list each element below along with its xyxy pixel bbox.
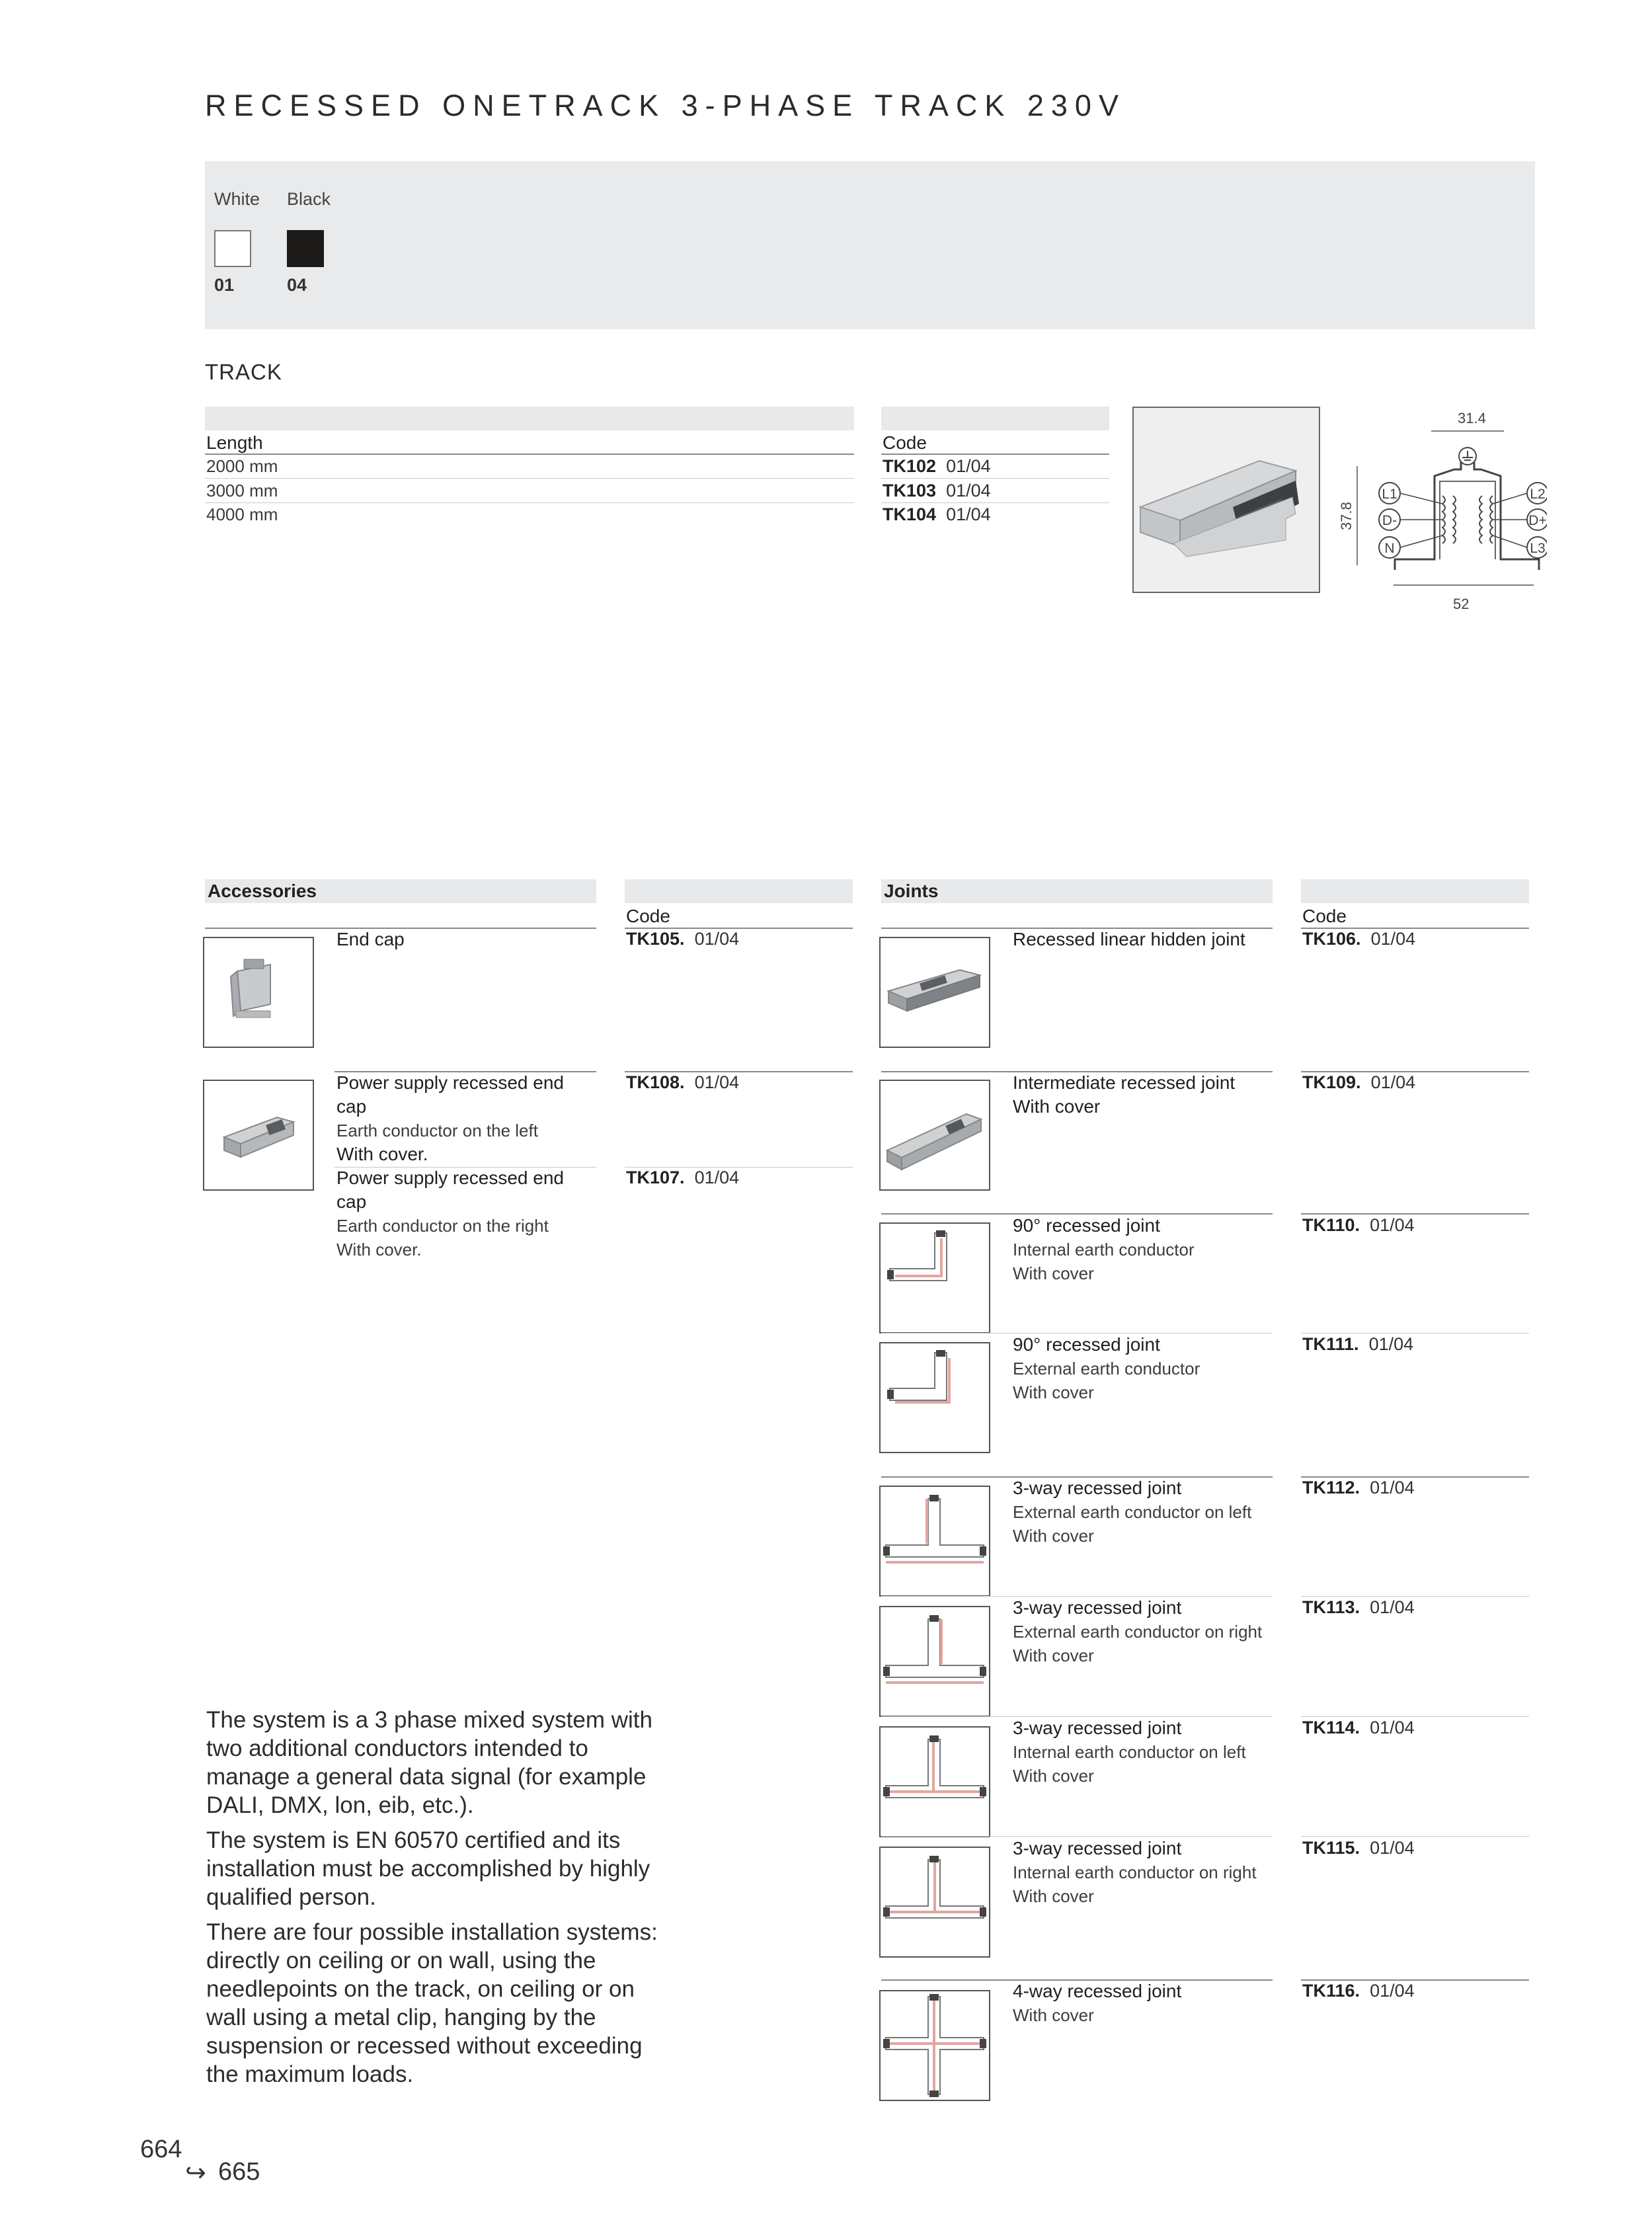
end-cap-thumbnail — [203, 937, 314, 1048]
joint-name: 3-way recessed joint — [1013, 1718, 1182, 1738]
accessory-name: Power supply recessed end cap — [336, 1168, 564, 1212]
joint-divider — [1301, 1213, 1529, 1215]
joint-text — [1013, 1837, 1257, 1908]
accessories-title: Accessories — [208, 881, 317, 901]
description-paragraph: The system is EN 60570 certified and its installation must be accomplished by highly qualified person. — [206, 1827, 650, 1910]
description-paragraph: There are four possible installation systems: directly on ceiling or on wall, using the needlepoints on the track, on ceiling or on wall using a metal clip, hanging by the suspension or recessed without exceeding the maximum loads. — [206, 1919, 658, 2087]
track-section-title: TRACK — [205, 360, 282, 384]
joint-code: TK106. 01/04 — [1302, 929, 1416, 949]
90-joint-internal-thumbnail — [879, 1222, 990, 1334]
track-length-row: 4000 mm — [206, 504, 278, 524]
joints-title: Joints — [884, 881, 939, 901]
joint-divider — [1301, 1716, 1529, 1717]
track-code-row: TK103 01/04 — [883, 481, 991, 500]
joint-divider — [1301, 1333, 1529, 1334]
3-way-joint-thumbnail — [879, 1726, 990, 1837]
accessory-note: With cover. — [336, 1144, 428, 1164]
color-label-white: White — [214, 189, 260, 209]
dimension-height: 37.8 — [1338, 502, 1355, 530]
joint-code: TK112. 01/04 — [1302, 1478, 1415, 1497]
color-swatch-black — [287, 230, 324, 267]
joint-code: TK114. 01/04 — [1302, 1718, 1415, 1737]
system-description — [206, 1706, 669, 2089]
track-section-diagram — [1329, 403, 1547, 621]
accessory-description: Earth conductor on the right — [336, 1216, 549, 1236]
track-row-divider — [881, 502, 1109, 503]
accessory-code: TK108. 01/04 — [626, 1072, 740, 1092]
track-row-divider — [205, 478, 854, 479]
joint-text — [1013, 1333, 1200, 1404]
track-length-row: 2000 mm — [206, 456, 278, 476]
joint-code: TK110. 01/04 — [1302, 1215, 1415, 1235]
track-code-row: TK104 01/04 — [883, 504, 991, 524]
4-way-joint-thumbnail — [879, 1990, 990, 2101]
90-joint-external-thumbnail — [879, 1342, 990, 1453]
conductor-label: D+ — [1528, 513, 1547, 528]
joint-name: 90° recessed joint — [1013, 1215, 1160, 1236]
joint-divider — [1301, 1836, 1529, 1837]
joint-name: Recessed linear hidden joint — [1013, 929, 1245, 949]
3-way-joint-thumbnail — [879, 1606, 990, 1717]
conductor-label: N — [1384, 541, 1395, 556]
track-length-header: Length — [206, 432, 263, 453]
joint-note: With cover — [1013, 1766, 1094, 1786]
track-header-rule — [205, 454, 854, 455]
accessory-name: Power supply recessed end cap — [336, 1072, 564, 1117]
joint-code: TK116. 01/04 — [1302, 1981, 1415, 2001]
next-page-link[interactable]: 665 — [218, 2158, 260, 2186]
joint-code: TK113. 01/04 — [1302, 1597, 1415, 1617]
dimension-width: 31.4 — [1458, 410, 1486, 426]
joint-note: With cover — [1013, 1382, 1094, 1402]
track-product-image — [1132, 407, 1320, 593]
joints-code-bar — [1301, 879, 1529, 903]
track-code-header: Code — [883, 432, 927, 453]
joint-text — [1013, 1596, 1262, 1667]
color-options-panel — [205, 161, 1535, 329]
color-label-black: Black — [287, 189, 331, 209]
color-swatch-white — [214, 230, 251, 267]
conductor-label: L3 — [1530, 541, 1546, 556]
track-code-header-bar — [881, 407, 1109, 430]
joint-description: Internal earth conductor on right — [1013, 1862, 1257, 1882]
page-arrow-icon[interactable]: ↪ — [185, 2159, 206, 2187]
track-illustration — [1134, 408, 1319, 592]
accessories-code-bar — [625, 879, 853, 903]
track-code-header-rule — [881, 454, 1109, 455]
track-row-divider — [881, 478, 1109, 479]
joint-code: TK115. 01/04 — [1302, 1838, 1415, 1858]
joint-name: 90° recessed joint — [1013, 1334, 1160, 1355]
joint-description: External earth conductor on left — [1013, 1502, 1252, 1522]
track-length-header-bar — [205, 407, 854, 430]
power-supply-end-cap-right — [336, 1166, 588, 1261]
joint-name-line2: With cover — [1013, 1096, 1101, 1117]
joint-code: TK111. 01/04 — [1302, 1334, 1414, 1354]
color-code-black: 04 — [287, 275, 307, 295]
joint-text — [1013, 1716, 1246, 1788]
joint-note: With cover — [1013, 2005, 1094, 2025]
joint-text — [1013, 1214, 1195, 1285]
accessory-note: With cover. — [336, 1240, 422, 1259]
intermediate-joint-thumbnail — [879, 1080, 990, 1191]
accessory-description: Earth conductor on the left — [336, 1121, 538, 1140]
joint-description: Internal earth conductor on left — [1013, 1742, 1246, 1762]
accessories-header-bar — [205, 879, 596, 903]
joint-text — [1013, 1476, 1251, 1548]
joint-text — [1013, 1071, 1235, 1119]
joints-code-header: Code — [1302, 906, 1347, 926]
joint-description: External earth conductor — [1013, 1359, 1200, 1378]
accessory-name: End cap — [336, 929, 405, 949]
joint-text — [1013, 1979, 1181, 2027]
track-length-row: 3000 mm — [206, 481, 278, 500]
joints-header-bar — [881, 879, 1273, 903]
joint-name: 3-way recessed joint — [1013, 1597, 1182, 1618]
track-row-divider — [205, 502, 854, 503]
conductor-label: D- — [1382, 513, 1397, 528]
joint-name: 4-way recessed joint — [1013, 1981, 1182, 2001]
dimension-base: 52 — [1453, 596, 1470, 612]
page-number: 664 — [140, 2135, 182, 2163]
joint-description: Internal earth conductor — [1013, 1240, 1195, 1259]
joint-name: 3-way recessed joint — [1013, 1838, 1182, 1858]
linear-hidden-joint-thumbnail — [879, 937, 990, 1048]
joint-note: With cover — [1013, 1263, 1094, 1283]
joint-divider — [1301, 1596, 1529, 1597]
page-title: RECESSED ONETRACK 3-PHASE TRACK 230V — [205, 89, 1126, 122]
joint-note: With cover — [1013, 1886, 1094, 1906]
joint-note: With cover — [1013, 1526, 1094, 1546]
3-way-joint-thumbnail — [879, 1847, 990, 1958]
track-code-row: TK102 01/04 — [883, 456, 991, 476]
conductor-label: L2 — [1530, 487, 1546, 502]
color-code-white: 01 — [214, 275, 235, 295]
accessory-code: TK107. 01/04 — [626, 1168, 740, 1187]
accessory-code: TK105. 01/04 — [626, 929, 740, 949]
conductor-label: L1 — [1382, 487, 1397, 502]
power-supply-end-cap-thumbnail — [203, 1080, 314, 1191]
joint-name: Intermediate recessed joint — [1013, 1072, 1236, 1093]
joint-description: External earth conductor on right — [1013, 1622, 1263, 1642]
power-supply-end-cap-left — [336, 1071, 588, 1166]
joint-code: TK109. 01/04 — [1302, 1072, 1416, 1092]
accessories-code-header: Code — [626, 906, 670, 926]
description-paragraph: The system is a 3 phase mixed system with two additional conductors intended to manage a general data signal (for example DALI, DMX, lon, eib, etc.). — [206, 1707, 652, 1818]
joint-name: 3-way recessed joint — [1013, 1478, 1182, 1498]
joint-note: With cover — [1013, 1646, 1094, 1665]
3-way-joint-thumbnail — [879, 1486, 990, 1597]
